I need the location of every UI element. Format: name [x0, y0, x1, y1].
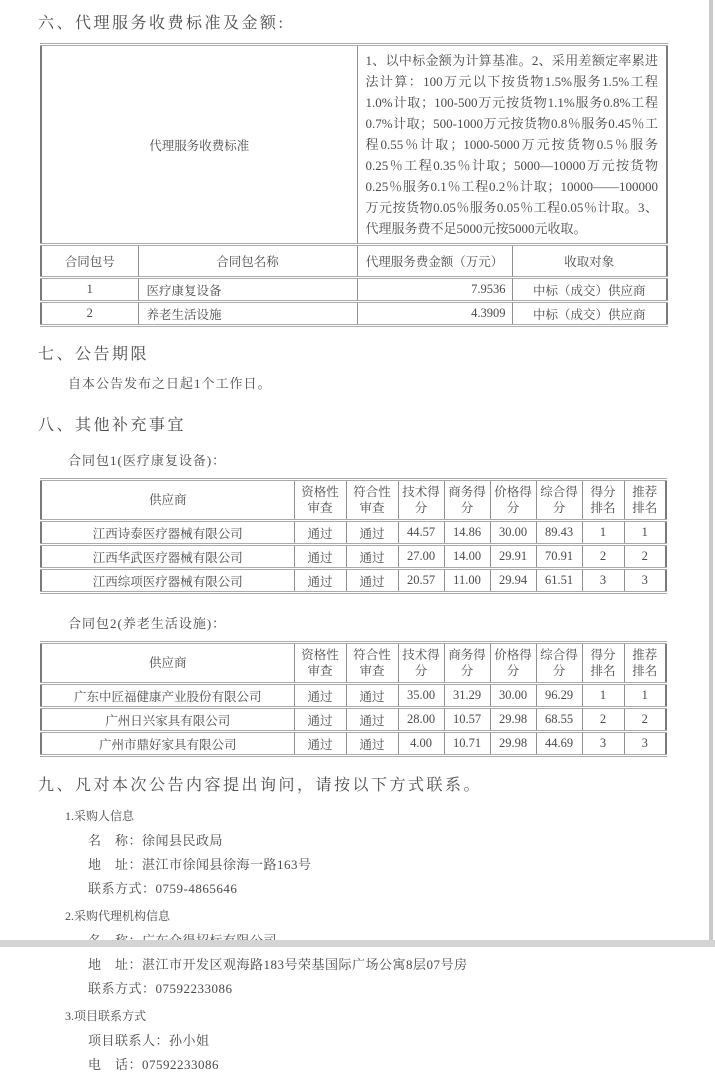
col-header-score-rank: 得分排名	[582, 480, 624, 521]
col-header-business-score: 商务得分	[444, 643, 490, 684]
total-score-cell: 96.29	[536, 684, 582, 708]
col-header-package-no: 合同包号	[41, 245, 138, 278]
agency-contact-label: 联系方式：	[88, 981, 156, 996]
charged-party-cell: 中标（成交）供应商	[512, 302, 667, 326]
supplier-name-cell: 江西诗泰医疗器械有限公司	[41, 521, 294, 545]
col-header-conformity-review: 符合性审查	[346, 643, 398, 684]
technical-score-cell: 27.00	[398, 545, 444, 569]
col-header-qualification-review: 资格性审查	[294, 643, 346, 684]
supplier-name-cell: 广州日兴家具有限公司	[41, 708, 294, 732]
package-no-cell: 2	[41, 302, 138, 326]
page-bottom-border	[0, 940, 715, 947]
business-score-cell: 10.57	[444, 708, 490, 732]
col-header-price-score: 价格得分	[490, 643, 536, 684]
conformity-cell: 通过	[346, 545, 398, 569]
col-header-technical-score: 技术得分	[398, 643, 444, 684]
project-contact-heading: 3.项目联系方式	[65, 1009, 147, 1023]
agency-address-label: 地 址：	[88, 957, 143, 972]
evaluation-header-row	[41, 480, 666, 521]
price-score-cell: 29.94	[490, 569, 536, 593]
agency-fee-table	[40, 43, 668, 327]
project-phone-label: 电 话：	[88, 1057, 143, 1072]
purchaser-name-value: 徐闻县民政局	[142, 833, 224, 848]
col-header-charged-party: 收取对象	[512, 245, 667, 278]
col-header-qualification-review: 资格性审查	[294, 480, 346, 521]
technical-score-cell: 20.57	[398, 569, 444, 593]
col-header-business-score: 商务得分	[444, 480, 490, 521]
score-rank-cell: 3	[582, 569, 624, 593]
agency-contact-value: 07592233086	[155, 981, 233, 996]
project-person-line	[88, 1033, 715, 1048]
total-score-cell: 89.43	[536, 521, 582, 545]
evaluation-header-row	[41, 643, 666, 684]
project-phone-line	[88, 1057, 715, 1072]
fee-standard-label-cell: 代理服务收费标准	[41, 45, 357, 245]
supplier-row	[41, 684, 666, 708]
section-8-title: 八、其他补充事宜	[38, 417, 187, 434]
qualification-cell: 通过	[294, 545, 346, 569]
package-1-evaluation-table	[40, 478, 667, 594]
business-score-cell: 10.71	[444, 732, 490, 756]
business-score-cell: 31.29	[444, 684, 490, 708]
section-7-title: 七、公告期限	[38, 346, 150, 363]
business-score-cell: 14.00	[444, 545, 490, 569]
supplier-name-cell: 广东中匠福健康产业股份有限公司	[41, 684, 294, 708]
project-phone-value: 07592233086	[142, 1057, 220, 1072]
qualification-cell: 通过	[294, 684, 346, 708]
price-score-cell: 29.98	[490, 732, 536, 756]
fee-table-header-row	[41, 245, 667, 278]
col-header-total-score: 综合得分	[536, 643, 582, 684]
section-9-title: 九、凡对本次公告内容提出询问，请按以下方式联系。	[38, 777, 483, 794]
fee-standard-row	[41, 45, 667, 245]
col-header-recommend-rank: 推荐排名	[624, 643, 666, 684]
technical-score-cell: 4.00	[398, 732, 444, 756]
package-name-cell: 医疗康复设备	[138, 278, 357, 302]
col-header-conformity-review: 符合性审查	[346, 480, 398, 521]
announcement-period-text: 自本公告发布之日起1个工作日。	[68, 376, 272, 391]
conformity-cell: 通过	[346, 521, 398, 545]
supplier-row	[41, 708, 666, 732]
project-person-value: 孙小姐	[169, 1033, 210, 1048]
technical-score-cell: 28.00	[398, 708, 444, 732]
purchaser-name-label: 名 称：	[88, 833, 143, 848]
conformity-cell: 通过	[346, 684, 398, 708]
package-2-label: 合同包2(养老生活设施)：	[68, 616, 227, 631]
col-header-score-rank: 得分排名	[582, 643, 624, 684]
technical-score-cell: 35.00	[398, 684, 444, 708]
technical-score-cell: 44.57	[398, 521, 444, 545]
business-score-cell: 14.86	[444, 521, 490, 545]
fee-amount-cell: 4.3909	[357, 302, 512, 326]
col-header-fee-amount: 代理服务费金额（万元）	[357, 245, 512, 278]
col-header-price-score: 价格得分	[490, 480, 536, 521]
score-rank-cell: 1	[582, 684, 624, 708]
project-contact-block	[40, 1009, 715, 1072]
score-rank-cell: 2	[582, 708, 624, 732]
conformity-cell: 通过	[346, 732, 398, 756]
purchaser-address-line	[88, 857, 715, 872]
agency-contact-line	[88, 981, 715, 996]
price-score-cell: 29.91	[490, 545, 536, 569]
supplier-name-cell: 广州市鼎好家具有限公司	[41, 732, 294, 756]
purchaser-address-value: 湛江市徐闻县徐海一路163号	[142, 857, 312, 872]
fee-table-row	[41, 278, 667, 302]
conformity-cell: 通过	[346, 569, 398, 593]
score-rank-cell: 3	[582, 732, 624, 756]
col-header-total-score: 综合得分	[536, 480, 582, 521]
fee-table-row	[41, 302, 667, 326]
supplier-row	[41, 732, 666, 756]
project-person-label: 项目联系人：	[88, 1033, 170, 1048]
col-header-supplier: 供应商	[41, 480, 294, 521]
supplier-name-cell: 江西综项医疗器械有限公司	[41, 569, 294, 593]
agency-address-line	[88, 957, 715, 972]
agency-address-value: 湛江市开发区观海路183号荣基国际广场公寓8层07号房	[142, 957, 468, 972]
conformity-cell: 通过	[346, 708, 398, 732]
total-score-cell: 61.51	[536, 569, 582, 593]
page-right-border	[709, 0, 713, 947]
col-header-supplier: 供应商	[41, 643, 294, 684]
total-score-cell: 44.69	[536, 732, 582, 756]
recommend-rank-cell: 2	[624, 545, 666, 569]
charged-party-cell: 中标（成交）供应商	[512, 278, 667, 302]
recommend-rank-cell: 3	[624, 732, 666, 756]
supplier-row	[41, 521, 666, 545]
price-score-cell: 29.98	[490, 708, 536, 732]
package-2-evaluation-table	[40, 641, 667, 757]
package-1-label: 合同包1(医疗康复设备)：	[68, 453, 227, 468]
purchaser-info-block	[40, 809, 715, 896]
purchaser-contact-value: 0759-4865646	[155, 881, 238, 896]
purchaser-contact-label: 联系方式：	[88, 881, 156, 896]
supplier-row	[41, 545, 666, 569]
col-header-recommend-rank: 推荐排名	[624, 480, 666, 521]
package-no-cell: 1	[41, 278, 138, 302]
qualification-cell: 通过	[294, 521, 346, 545]
recommend-rank-cell: 3	[624, 569, 666, 593]
score-rank-cell: 1	[582, 521, 624, 545]
total-score-cell: 68.55	[536, 708, 582, 732]
col-header-package-name: 合同包名称	[138, 245, 357, 278]
agency-info-block	[40, 909, 715, 996]
purchaser-name-line	[88, 833, 715, 848]
recommend-rank-cell: 1	[624, 521, 666, 545]
purchaser-address-label: 地 址：	[88, 857, 143, 872]
price-score-cell: 30.00	[490, 521, 536, 545]
fee-amount-cell: 7.9536	[357, 278, 512, 302]
supplier-row	[41, 569, 666, 593]
section-6-title: 六、代理服务收费标准及金额:	[38, 15, 286, 32]
recommend-rank-cell: 1	[624, 684, 666, 708]
supplier-name-cell: 江西华武医疗器械有限公司	[41, 545, 294, 569]
qualification-cell: 通过	[294, 569, 346, 593]
qualification-cell: 通过	[294, 732, 346, 756]
business-score-cell: 11.00	[444, 569, 490, 593]
qualification-cell: 通过	[294, 708, 346, 732]
total-score-cell: 70.91	[536, 545, 582, 569]
purchaser-info-heading: 1.采购人信息	[65, 809, 135, 823]
purchaser-contact-line	[88, 881, 715, 896]
score-rank-cell: 2	[582, 545, 624, 569]
recommend-rank-cell: 2	[624, 708, 666, 732]
col-header-technical-score: 技术得分	[398, 480, 444, 521]
package-name-cell: 养老生活设施	[138, 302, 357, 326]
price-score-cell: 30.00	[490, 684, 536, 708]
fee-standard-text-cell: 1、以中标金额为计算基准。2、采用差额定率累进法计算：100万元以下按货物1.5%服务1.5%工程1.0%计取；100-500万元按货物1.1%服务0.8%工程0.7%计取；500-1000万元按货物0.8％服务0.45％工程0.55％计取；1000-5000万元按货物0.5％服务0.25％工程0.35％计取；5000—10000万元按货物0.25％服务0.1％工程0.2％计取；10000——100000万元按货物0.05％服务0.05％工程0.05％计取。3、代理服务费不足5000元按5000元收取。	[357, 45, 667, 245]
agency-info-heading: 2.采购代理机构信息	[65, 909, 171, 923]
